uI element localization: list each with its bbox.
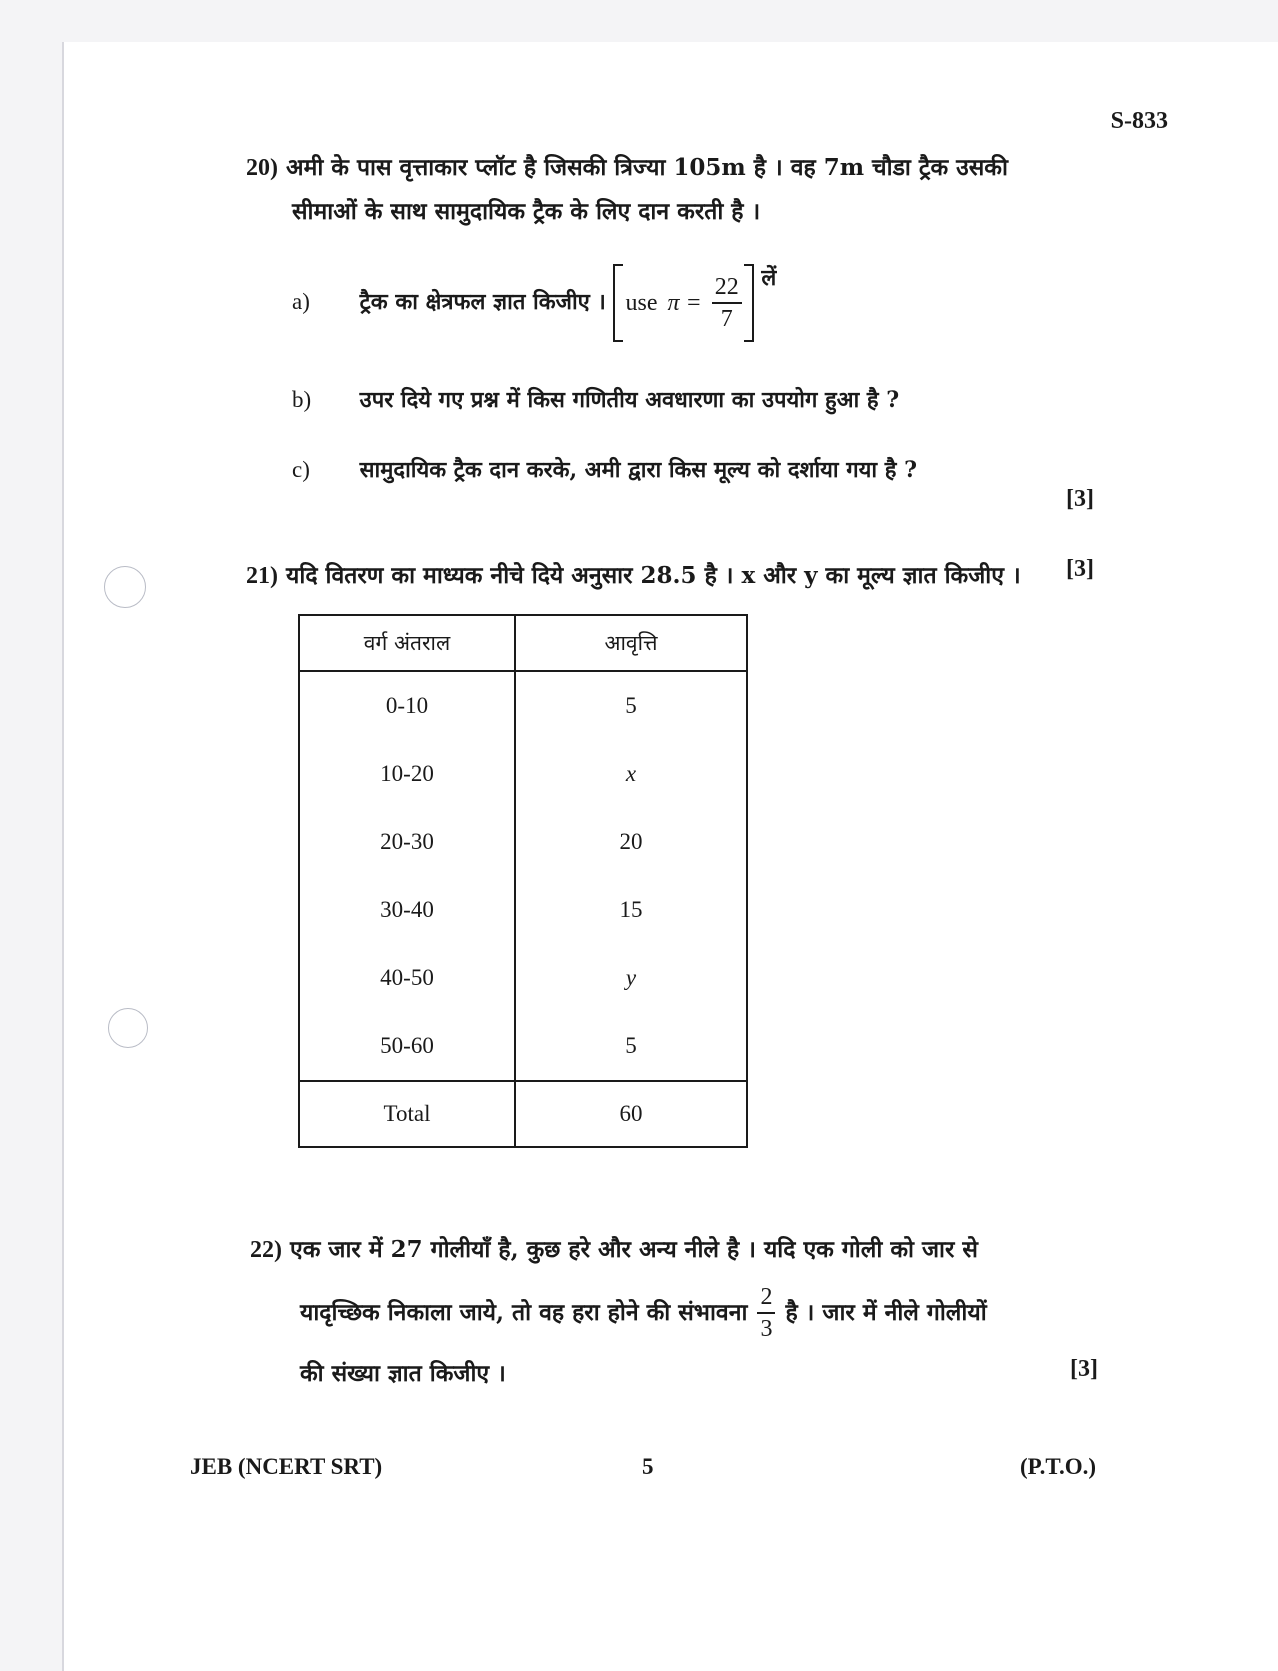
question-20 — [246, 146, 1066, 234]
use-word: use — [625, 289, 658, 316]
page-number: 5 — [642, 1454, 654, 1479]
question-number: 21) — [246, 563, 278, 589]
class-interval-cell: 0-10 — [299, 671, 515, 740]
question-text: यदि वितरण का माध्यक नीचे दिये अनुसार 28.5 है । x और y का मूल्य ज्ञात किजीए । — [286, 562, 1021, 589]
fraction-numerator: 22 — [712, 272, 742, 304]
table-row — [299, 944, 747, 1012]
sub-text: उपर दिये गए प्रश्न में किस गणितीय अवधारणा का उपयोग हुआ है ? — [359, 387, 900, 413]
question-text-line-2a: यादृच्छिक निकाला जाये, तो वह हरा होने की संभावना — [300, 1299, 748, 1326]
question-20a — [292, 262, 776, 342]
paper-code: S-833 — [1110, 108, 1168, 134]
fraction-denominator: 3 — [760, 1316, 773, 1342]
footer-pto: (P.T.O.) — [1020, 1454, 1097, 1479]
table-row — [299, 1012, 747, 1081]
question-22-marks: [3] — [1070, 1356, 1098, 1382]
question-number: 20) — [246, 155, 278, 181]
question-20b — [292, 384, 899, 414]
sub-text: सामुदायिक ट्रैक दान करके, अमी द्वारा किस मूल्य को दर्शाया गया है ? — [359, 457, 918, 483]
sub-label: b) — [292, 387, 312, 412]
question-21 — [246, 554, 1021, 598]
question-text-line-2: सीमाओं के साथ सामुदायिक ट्रैक के लिए दान करती है । — [292, 198, 761, 225]
class-interval-cell: 20-30 — [299, 808, 515, 876]
pi-fraction — [712, 272, 742, 334]
column-header-class-interval: वर्ग अंतराल — [299, 615, 515, 671]
total-value-cell: 60 — [515, 1081, 747, 1147]
table-row — [299, 876, 747, 944]
class-interval-cell: 30-40 — [299, 876, 515, 944]
question-22 — [250, 1228, 1050, 1272]
frequency-cell: 20 — [515, 808, 747, 876]
table-header-row — [299, 615, 747, 671]
class-interval-cell: 50-60 — [299, 1012, 515, 1081]
sub-text: ट्रैक का क्षेत्रफल ज्ञात किजीए । — [359, 289, 606, 315]
frequency-table — [298, 614, 748, 1148]
question-21-marks: [3] — [1066, 556, 1094, 582]
question-22-line-2 — [300, 1282, 987, 1344]
column-header-frequency: आवृत्ति — [515, 615, 747, 671]
footer-board: JEB (NCERT SRT) — [190, 1454, 383, 1479]
table-row — [299, 671, 747, 740]
table-row — [299, 808, 747, 876]
question-text-line-1: एक जार में 27 गोलीयाँ है, कुछ हरे और अन्य नीले है । यदि एक गोली को जार से — [290, 1236, 978, 1263]
sub-label: c) — [292, 457, 310, 482]
pi-symbol: π = — [667, 289, 702, 316]
frequency-cell: x — [515, 740, 747, 808]
punch-hole-icon — [108, 1008, 148, 1048]
class-interval-cell: 10-20 — [299, 740, 515, 808]
sub-suffix: लें — [761, 265, 777, 291]
punch-hole-icon — [104, 566, 146, 608]
class-interval-cell: 40-50 — [299, 944, 515, 1012]
question-20-marks: [3] — [1066, 486, 1094, 512]
frequency-cell: 5 — [515, 1012, 747, 1081]
sub-label: a) — [292, 289, 310, 314]
question-text-line-2b: है । जार में नीले गोलीयों — [785, 1299, 987, 1326]
question-20c — [292, 454, 917, 484]
fraction-numerator: 2 — [757, 1282, 775, 1314]
pi-bracket — [613, 264, 753, 342]
total-label-cell: Total — [299, 1081, 515, 1147]
table-total-row — [299, 1081, 747, 1147]
question-22-line-3: की संख्या ज्ञात किजीए । — [300, 1360, 506, 1387]
table-row — [299, 740, 747, 808]
frequency-cell: 5 — [515, 671, 747, 740]
frequency-cell: 15 — [515, 876, 747, 944]
frequency-cell: y — [515, 944, 747, 1012]
question-number: 22) — [250, 1237, 282, 1263]
probability-fraction — [757, 1282, 775, 1344]
fraction-denominator: 7 — [720, 306, 733, 332]
question-text-line-1: अमी के पास वृत्ताकार प्लॉट है जिसकी त्रिज्या 105m है । वह 7m चौडा ट्रैक उसकी — [286, 154, 1008, 181]
